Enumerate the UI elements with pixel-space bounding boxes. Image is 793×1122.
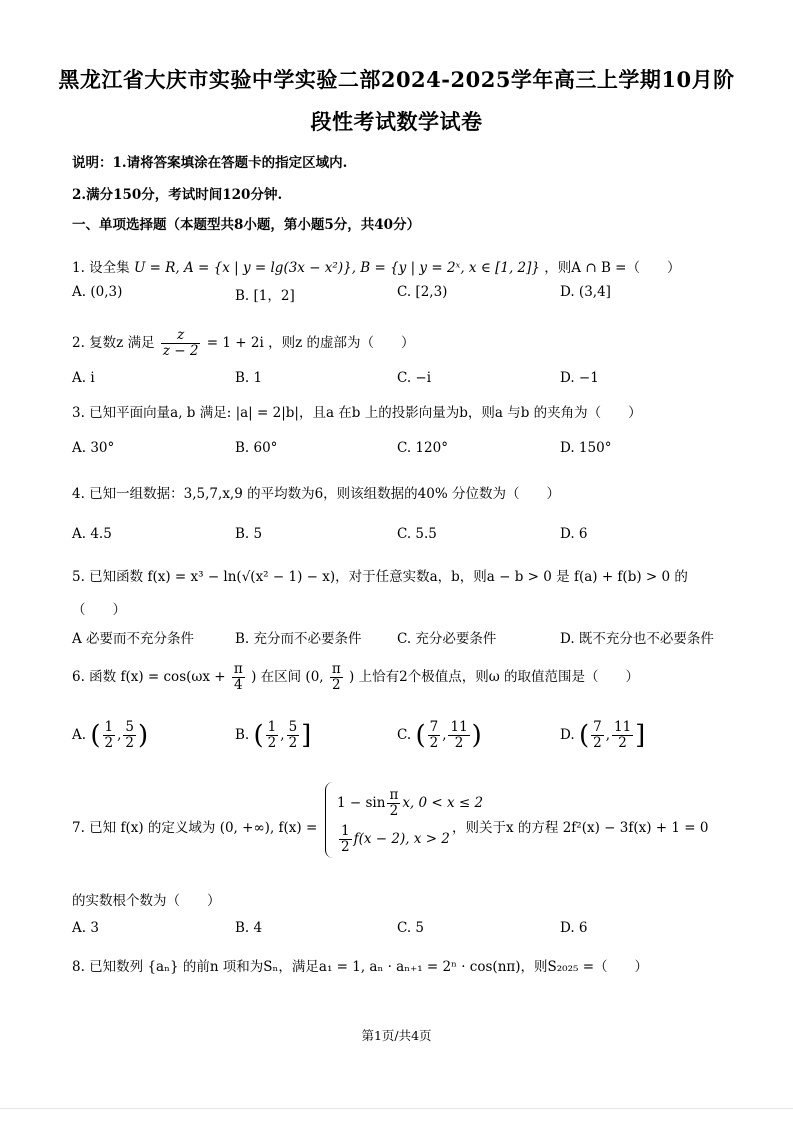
- question-2-fraction: [161, 328, 201, 359]
- q5-option-b[interactable]: B. 充分而不必要条件: [235, 631, 362, 647]
- question-1: [72, 256, 680, 276]
- q7-option-b[interactable]: B. 4: [235, 920, 263, 936]
- q6-option-d-frac1: $\frac{7}{2}$: [593, 719, 602, 751]
- q6-option-c-label: C.: [397, 726, 412, 743]
- q6-option-a[interactable]: A. ( $\frac{1}{2}$ , $\frac{5}{2}$ ): [72, 719, 149, 751]
- question-6-mid: ) 在区间 (0,: [251, 668, 324, 685]
- question-2-prefix: 2. 复数z 满足: [72, 334, 155, 351]
- q7-case-2: $\frac{1}{2}$ f(x − 2), x > 2: [341, 823, 450, 855]
- q6-option-a-label: A.: [72, 726, 87, 743]
- question-2-suffix: ，则z 的虚部为（ ）: [268, 334, 415, 351]
- question-5: 5. 已知函数 f(x) = x³ − ln(√(x² − 1) − x)，对于任意实数a，b，则a − b > 0 是 f(a) + f(b) > 0 的: [72, 569, 688, 585]
- question-4: 4. 已知一组数据：3,5,7,x,9 的平均数为6，则该组数据的40% 分位数为（ ）: [72, 486, 560, 502]
- q6-option-d-close: ]: [635, 720, 646, 751]
- q6-pi-numerator-2: π: [331, 661, 341, 677]
- question-6-suffix: ) 上恰有2个极值点，则ω 的取值范围是（ ）: [349, 668, 639, 685]
- q1-option-b[interactable]: B. [1，2]: [235, 288, 295, 304]
- question-6: [72, 662, 639, 693]
- q6-option-b-frac1: $\frac{1}{2}$: [267, 719, 277, 751]
- q6-option-a-frac1: $\frac{1}{2}$: [104, 719, 114, 751]
- q6-option-d-frac2: $\frac{11}{2}$: [613, 719, 632, 751]
- q5-option-d[interactable]: D. 既不充分也不必要条件: [560, 631, 714, 647]
- q6-option-c-frac2: $\frac{11}{2}$: [450, 719, 468, 751]
- q6-option-a-open: (: [90, 720, 101, 751]
- instruction-1: 说明：1.请将答案填涂在答题卡的指定区域内.: [72, 155, 348, 171]
- q3-option-b[interactable]: B. 60°: [235, 440, 278, 456]
- q6-option-b-close: ]: [301, 720, 312, 751]
- q6-option-b-open: (: [253, 720, 264, 751]
- q7-case-1: 1 − sin $\frac{\pi}{2}$ x, 0 < x ≤ 2: [337, 787, 484, 819]
- q1-option-d[interactable]: D. (3,4]: [560, 284, 611, 300]
- q7-option-a[interactable]: A. 3: [72, 920, 99, 936]
- q1-option-a[interactable]: A. (0,3): [72, 284, 123, 300]
- q6-option-c[interactable]: C. ( $\frac{7}{2}$ , $\frac{11}{2}$ ): [397, 719, 482, 751]
- question-2: [72, 328, 414, 359]
- q2-fraction-numerator: z: [161, 328, 201, 344]
- q7-option-d[interactable]: D. 6: [560, 920, 588, 936]
- q6-option-a-frac2: $\frac{5}{2}$: [125, 719, 134, 751]
- question-7-continued: 的实数根个数为（ ）: [72, 893, 221, 909]
- q7-option-c[interactable]: C. 5: [397, 920, 425, 936]
- section-heading: 一、单项选择题（本题型共8小题，第小题5分，共40分）: [72, 217, 421, 233]
- q6-option-d[interactable]: D. ( $\frac{7}{2}$ , $\frac{11}{2}$ ]: [560, 719, 646, 751]
- q6-option-d-open: (: [578, 720, 590, 751]
- q7-brace: [325, 782, 334, 858]
- q6-option-b[interactable]: B. ( $\frac{1}{2}$ , $\frac{5}{2}$ ]: [235, 719, 312, 751]
- q6-option-c-frac1: $\frac{7}{2}$: [429, 719, 439, 751]
- instruction-2: 2.满分150分，考试时间120分钟.: [72, 187, 283, 203]
- q4-option-d[interactable]: D. 6: [560, 526, 588, 542]
- q6-option-c-close: ): [471, 720, 482, 751]
- q7-case1-frac: $\frac{\pi}{2}$: [389, 787, 399, 819]
- q6-option-b-frac2: $\frac{5}{2}$: [288, 719, 298, 751]
- q6-pi-over-2: [330, 662, 343, 693]
- exam-title-line2: 段性考试数学试卷: [310, 109, 483, 134]
- q6-option-c-open: (: [415, 720, 426, 751]
- q7-case2-frac: $\frac{1}{2}$: [341, 823, 350, 855]
- question-2-rhs: = 1 + 2i: [206, 334, 264, 351]
- q5-option-c[interactable]: C. 充分必要条件: [397, 631, 497, 647]
- question-7-suffix: ，则关于x 的方程 2f²(x) − 3f(x) + 1 = 0: [452, 820, 709, 836]
- question-6-prefix: 6. 函数 f(x) = cos(ωx +: [72, 668, 226, 685]
- q2-option-b[interactable]: B. 1: [235, 370, 263, 386]
- q2-fraction-denominator: z − 2: [162, 342, 199, 359]
- q3-option-a[interactable]: A. 30°: [72, 440, 115, 456]
- q1-option-c[interactable]: C. [2,3): [397, 284, 448, 300]
- q5-option-a[interactable]: A 必要而不充分条件: [72, 631, 195, 647]
- q2-option-c[interactable]: C. −i: [397, 370, 432, 386]
- page-footer: 第1页/共4页: [361, 1028, 432, 1043]
- question-1-prefix: 1. 设全集: [72, 260, 130, 276]
- question-1-suffix: ，则A ∩ B =（ ）: [544, 260, 681, 276]
- question-5-continued: （ ）: [72, 602, 126, 618]
- q2-option-a[interactable]: A. i: [72, 370, 95, 386]
- q4-option-a[interactable]: A. 4.5: [72, 526, 112, 542]
- q6-two-denominator: 2: [332, 676, 341, 693]
- q3-option-d[interactable]: D. 150°: [560, 440, 612, 456]
- q6-option-a-close: ): [137, 720, 149, 751]
- q4-option-c[interactable]: C. 5.5: [397, 526, 437, 542]
- q6-option-d-label: D.: [560, 726, 575, 743]
- q6-pi-numerator: π: [233, 661, 243, 677]
- bottom-divider: [0, 1108, 793, 1109]
- question-1-formula: U = R, A = {x | y = lg(3x − x²)}, B = {y | y = 2ˣ, x ∈ [1, 2]}: [133, 260, 540, 276]
- q2-option-d[interactable]: D. −1: [560, 370, 599, 386]
- exam-title-line1: 黑龙江省大庆市实验中学实验二部2024-2025学年高三上学期10月阶: [58, 67, 735, 92]
- question-8: 8. 已知数列 {aₙ} 的前n 项和为Sₙ，满足a₁ = 1, aₙ · aₙ₊₁ = 2ⁿ · cos(nπ)，则S₂₀₂₅ =（ ）: [72, 959, 649, 975]
- q4-option-b[interactable]: B. 5: [235, 526, 263, 542]
- q3-option-c[interactable]: C. 120°: [397, 440, 448, 456]
- question-7-prefix: 7. 已知 f(x) 的定义域为 (0, +∞), f(x) =: [72, 820, 318, 836]
- q6-option-b-label: B.: [235, 726, 250, 743]
- question-3: 3. 已知平面向量a, b 满足: |a| = 2|b|，且a 在b 上的投影向量为b，则a 与b 的夹角为（ ）: [72, 405, 642, 421]
- q6-pi-over-4: [232, 662, 245, 693]
- q6-four-denominator: 4: [234, 676, 243, 693]
